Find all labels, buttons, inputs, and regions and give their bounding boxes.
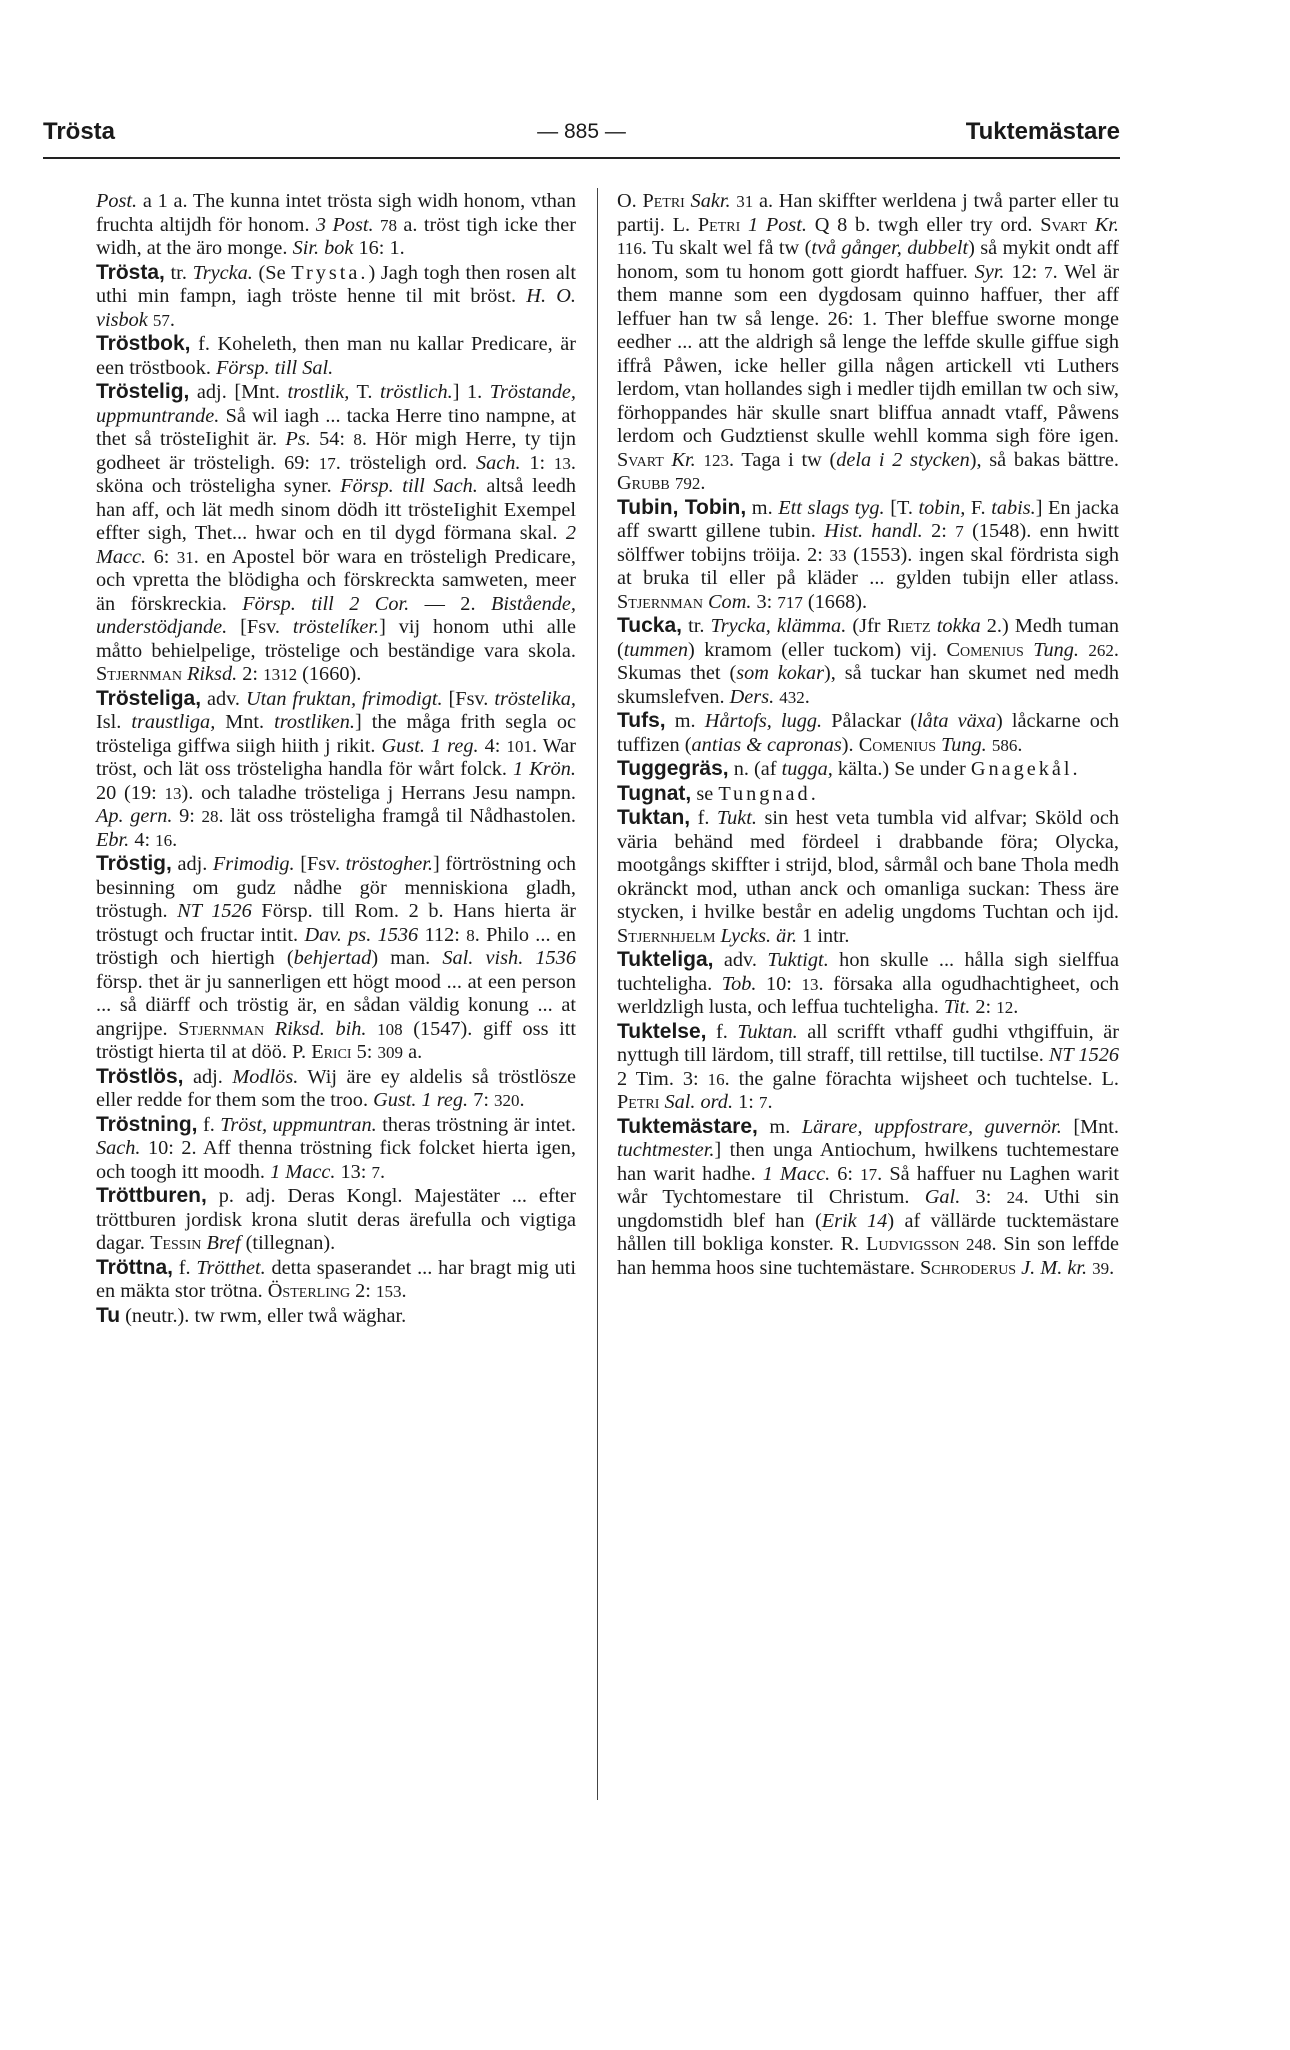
entry-tu: Tu (neutr.). tw rwm, eller twå wäghar. <box>96 1303 407 1327</box>
entry-trostbok: Tröstbok, f. Koheleth, then man nu kallar Predicare, är een tröstbook. Försp. till Sal. <box>96 332 576 379</box>
entry-post-continuation: Post. a 1 a. The kunna intet trösta sigh widh honom, vthan fruchta altijdh för honom. 3 Post. 78 a. tröst tigh icke ther widh, at the äro monge. Sir. bok 16: 1. <box>96 190 576 259</box>
entry-trostlos: Tröstlös, adj. Modlös. Wij äre ey aldelis så tröstlösze eller redde for them som the troo. Gust. 1 reg. 7: 320. <box>96 1064 576 1111</box>
entry-tu-continuation: O. Petri Sakr. 31 a. Han skiffter werldena j twå parter eller tu partij. L. Petri 1 Post. Q 8 b. twgh eller try ord. Svart Kr. 116. Tu skalt wel få tw (två gånger, dubbelt) så mykit ondt aff honom, som tu honom gott giordt haffuer. Syr. 12: 7. Wel är them manne som een dygdosam quinno haffuer, ther aff leffuer han tw så lenge. 26: 1. Ther bleffue sworne monge eedher ... att the aldrigh så lenge the leffde skulle giffue sigh iffrå Påwen, icke heller gilla någen artickell vti Luthers lerdom, vtan hollandes sigh i medler tijdh emillan tw och siw, förhoppandes här skulle snart bliffua annadt vtaff, Påwens lerdom och Gudztienst skulle wehll komma sigh före igen. Svart Kr. 123. Taga i tw (dela i 2 stycken), så bakas bättre. Grubb 792. <box>617 190 1120 494</box>
entry-trottna: Tröttna, f. Trötthet. detta spaserandet ... har bragt mig uti en mäkta stor trötna. Österling 2: 153. <box>96 1255 576 1302</box>
header-rule <box>43 157 1120 159</box>
entry-tuktelse: Tuktelse, f. Tuktan. all scrifft vthaff gudhi vthgiffuin, är nyttugh till lärdom, till straff, till rettilse, till tuctilse. NT 1526 2 Tim. 3: 16. the galne förachta wijsheet och tuchtelse. L. Petri Sal. ord. 1: 7. <box>617 1019 1119 1113</box>
entry-tuktan: Tuktan, f. Tukt. sin hest veta tumbla vid alfvar; Sköld och väria behänd med fördeel i drabbande föra; Olycka, mootgångs skiffter i strijd, blod, sårmål och bane Thola medh okränckt mod, uthan anck och omanliga suckan: Thess äre stycken, i hvilke består en adelig ungdoms Tuchtan och ijd. Stjernhjelm Lycks. är. 1 intr. <box>617 806 1120 947</box>
column-divider <box>597 188 598 1800</box>
entry-trosta: Trösta, tr. Trycka. (Se Trysta.) Jagh togh then rosen alt uthi min fampn, iagh tröste henne til mit bröst. H. O. visbok 57. <box>96 260 576 331</box>
entry-trosteliga: Trösteliga, adv. Utan fruktan, frimodigt. [Fsv. tröstelika, Isl. traustliga, Mnt. trostliken.] the måga frith segla oc trösteliga giffwa siigh hiith j rikit. Gust. 1 reg. 4: 101. War tröst, och lät oss trösteligha handla för wårt folck. 1 Krön. 20 (19: 13). och taladhe trösteliga j Herrans Jesu nampn. Ap. gern. 9: 28. lät oss trösteligha framgå til Nådhastolen. Ebr. 4: 16. <box>96 686 576 851</box>
entry-trostelig: Tröstelig, adj. [Mnt. trostlik, T. tröstlich.] 1. Tröstande, uppmuntrande. Så wil iagh ... tacka Herre tino nampne, at thet så trösteIighit är. Ps. 54: 8. Hör migh Herre, ty tijn godheet är trösteligh. 69: 17. trösteligh ord. Sach. 1: 13. sköna och trösteligha syner. Försp. till Sach. altså leedh han aff, och lät medh sinom dödh itt trösteIighit Exempel effter sigh, Thet... hwar och en til dygd förmana skal. 2 Macc. 6: 31. en Apostel bör wara en trösteligh Predicare, och vpretta the blödigha och förskreckta samweten, meer än förskreckia. Försp. till 2 Cor. — 2. Bistående, understödjande. [Fsv. tröstelíker.] vij honom uthi alle måtto behielpelige, tröstelige och beständige vara skola. Stjernman Riksd. 2: 1312 (1660). <box>96 380 577 685</box>
left-column <box>96 190 576 1328</box>
entry-trostig: Tröstig, adj. Frimodig. [Fsv. tröstogher.] förtröstning och besinning om gudz nådhe gör menniskiona gladh, tröstugh. NT 1526 Försp. till Rom. 2 b. Hans hierta är tröstugt och fructar intit. Dav. ps. 1536 112: 8. Philo ... en tröstigh och hiertigh (behjertad) man. Sal. vish. 1536 försp. thet är ju sannerligen ett högt mood ... at een person ... så diärff och tröstig är, en sådan väldig konung ... at angrijpe. Stjernman Riksd. bih. 108 (1547). giff oss itt tröstigt hierta til at döö. P. Erici 5: 309 a. <box>96 852 577 1063</box>
entry-trottburen: Tröttburen, p. adj. Deras Kongl. Majestäter ... efter tröttburen jordisk krona slutit deras ärefulla och vigtiga dagar. Tessin Bref (tillegnan). <box>96 1184 576 1254</box>
entry-tufs: Tufs, m. Hårtofs, lugg. Pålackar (låta växa) låckarne och tuffizen (antias & capronas). Comenius Tung. 586. <box>617 709 1119 756</box>
header-right-guideword: Tuktemästare <box>965 118 1120 145</box>
entry-tukteliga: Tukteliga, adv. Tuktigt. hon skulle ... hålla sigh sielffua tuchteligha. Tob. 10: 13. försaka alla ogudhachtigheet, och werldzligh lusta, och leffua tuchteligha. Tit. 2: 12. <box>617 948 1120 1018</box>
entry-tuggegras: Tuggegräs, n. (af tugga, kälta.) Se under Gnagekål. <box>617 757 1081 780</box>
right-column <box>617 190 1119 1280</box>
entry-tucka: Tucka, tr. Trycka, klämma. (Jfr Rietz tokka 2.) Medh tuman (tummen) kramom (eller tuckom) vij. Comenius Tung. 262. Skumas thet (som kokar), så tuckar han skumet ned medh skumslefven. Ders. 432. <box>617 614 1120 708</box>
entry-tuktemastare: Tuktemästare, m. Lärare, uppfostrare, guvernör. [Mnt. tuchtmester.] then unga Antiochum, hwilkens tuchtemestare han warit hadhe. 1 Macc. 6: 17. Så haffuer nu Laghen warit wår Tychtomestare til Christum. Gal. 3: 24. Uthi sin ungdomstidh blef han (Erik 14) af vällärde tucktemästare hållen till bokliga konster. R. Ludvigsson 248. Sin son leffde han hemma hoos sine tuchtemästare. Schroderus J. M. kr. 39. <box>617 1114 1119 1279</box>
page-header <box>43 118 1120 152</box>
page-number: — 885 — <box>537 120 626 143</box>
entry-tugnat: Tugnat, se Tungnad. <box>617 781 819 805</box>
entry-trostning: Tröstning, f. Tröst, uppmuntran. theras tröstning är intet. Sach. 10: 2. Aff thenna tröstning fick folcket hierta igen, och toogh itt moodh. 1 Macc. 13: 7. <box>96 1112 576 1183</box>
entry-tubin: Tubin, Tobin, m. Ett slags tyg. [T. tobin, F. tabis.] En jacka aff swartt gillene tubin. Hist. handl. 2: 7 (1548). enn hwitt sölffwer tobijns tröija. 2: 33 (1553). ingen skal fördrista sigh at bruka til eller på kläder ... gylden tubijn eller atlass. Stjernman Com. 3: 717 (1668). <box>617 495 1119 613</box>
header-left-guideword: Trösta <box>43 118 116 145</box>
